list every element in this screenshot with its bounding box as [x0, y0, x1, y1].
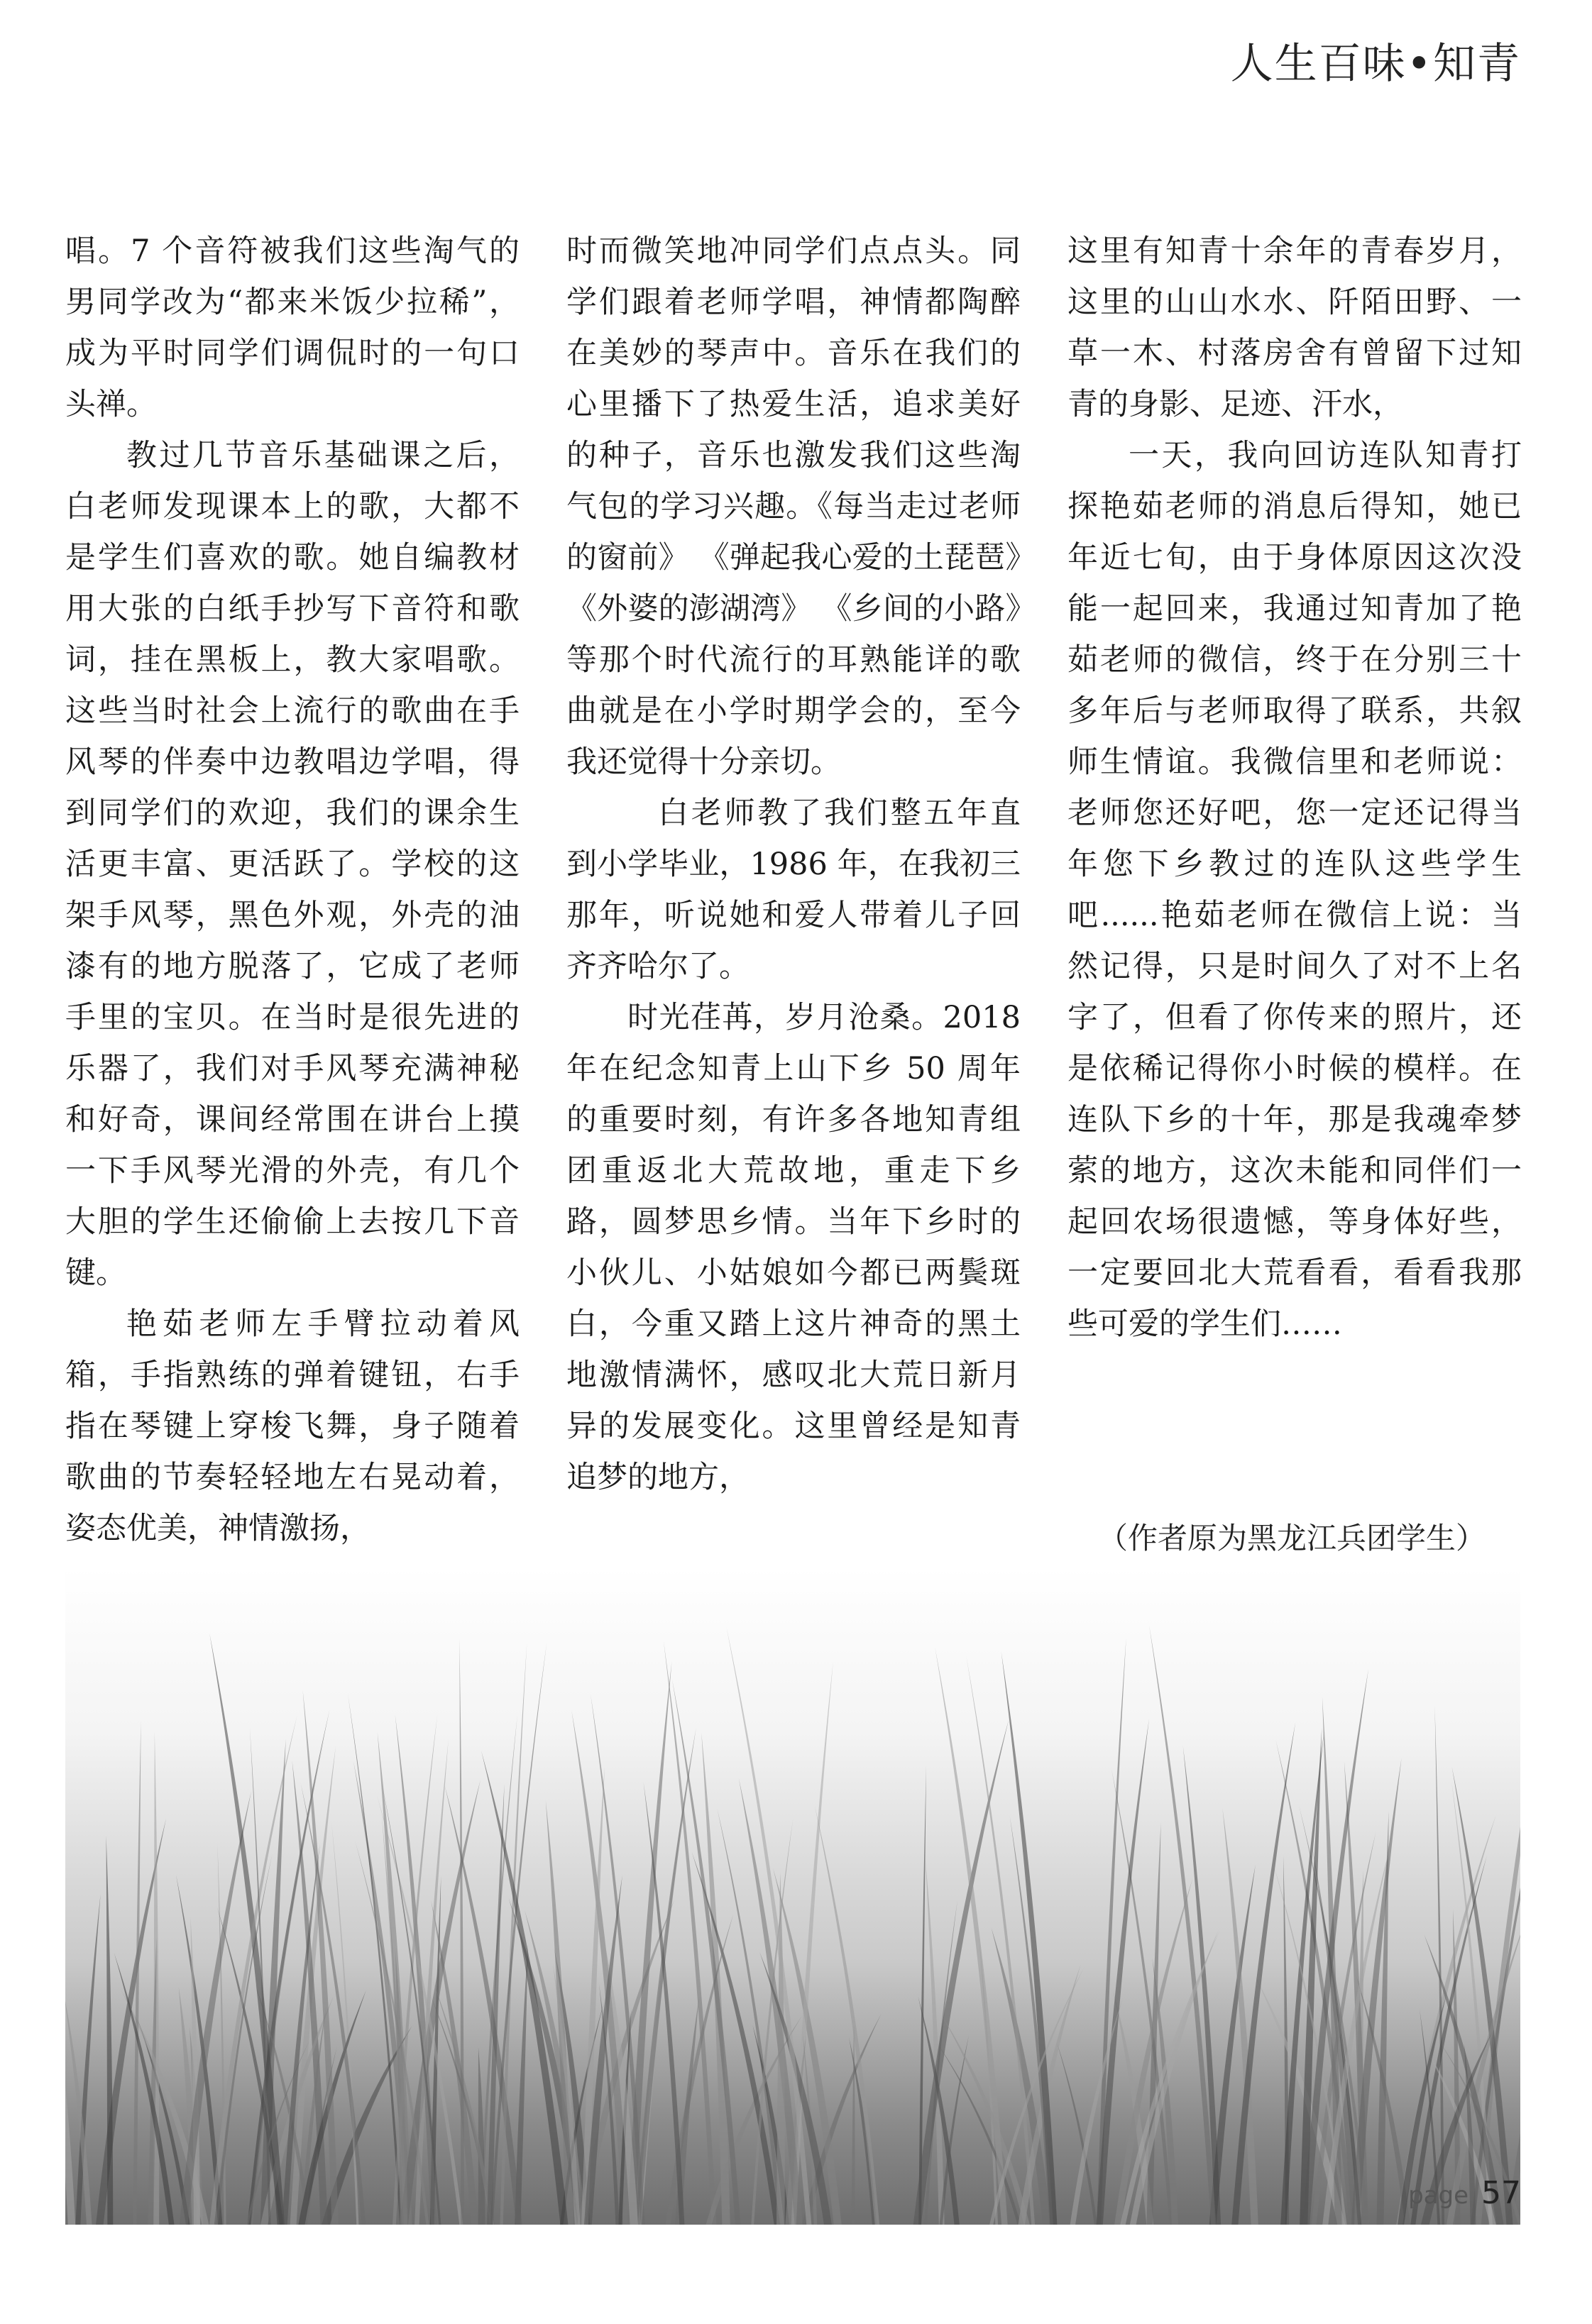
grass-blade [1183, 1746, 1221, 2225]
paragraph: 这里有知青十余年的青春岁月，这里的山山水水、阡陌田野、一草一木、村落房舍有曾留下过知青的身影、足迹、汗水， [1067, 233, 1522, 422]
grass-blade [459, 1639, 464, 2225]
paragraph: 教过几节音乐基础课之后，白老师发现课本上的歌，大都不是学生们喜欢的歌。她自编教材用大张的白纸手抄写下音符和歌词，挂在黑板上，教大家唱歌。这些当时社会上流行的歌曲在手风琴的伴奏中边教唱边学唱，得到同学们的欢迎，我们的课余生活更丰富、更活跃了。学校的这架手风琴，黑色外观，外壳的油漆有的地方脱落了，它成了老师手里的宝贝。在当时是很先进的乐器了，我们对手风琴充满神秘和好奇，课间经常围在讲台上摸一下手风琴光滑的外壳，有几个大胆的学生还偷偷上去按几下音键。 [65, 438, 520, 1291]
author-byline: （作者原为黑龙江兵团学生） [1097, 1521, 1486, 1555]
article-column-3 [1067, 226, 1522, 1350]
paragraph: 一天，我向回访连队知青打探艳茹老师的消息后得知，她已年近七旬，由于身体原因这次没能一起回来，我通过知青加了艳茹老师的微信，终于在分别三十多年后与老师取得了联系，共叙师生情谊。我微信里和老师说：老师您还好吧，您一定还记得当年您下乡教过的连队这些学生吧......艳茹老师在微信上说：当然记得，只是时间久了对不上名字了，但看了你传来的照片，还是依稀记得你小时候的模样。在连队下乡的十年，那是我魂牵梦萦的地方，这次未能和同伴们一起回农场很遗憾，等身体好些，一定要回北大荒看看，看看我那些可爱的学生们…… [1067, 438, 1522, 1342]
grass-photo [65, 1568, 1520, 2225]
grass-blade [1149, 1625, 1216, 2225]
article-column-1 [65, 226, 520, 1554]
grass-blade [1001, 1651, 1058, 2225]
paragraph: 唱。7 个音符被我们这些淘气的男同学改为“都来米饭少拉稀”，成为平时同学们调侃时的一句口头禅。 [65, 233, 520, 422]
section-header: 人生百味•知青 [1230, 39, 1521, 89]
grass-blade [1471, 1707, 1520, 2225]
page-number-value: 57 [1481, 2175, 1521, 2211]
paragraph: 时而微笑地冲同学们点点头。同学们跟着老师学唱，神情都陶醉在美妙的琴声中。音乐在我们的心里播下了热爱生活，追求美好的种子，音乐也激发我们这些淘气包的学习兴趣。《每当走过老师的窗前》 《弹起我心爱的土琵琶》《外婆的澎湖湾》 《乡间的小路》等那个时代流行的耳熟能详的歌曲就是在小学时期学会的，至今我还觉得十分亲切。 [566, 233, 1021, 780]
paragraph: 时光荏苒，岁月沧桑。2018 年在纪念知青上山下乡 50 周年的重要时刻，有许多各地知青组团重返北大荒故地，重走下乡路，圆梦思乡情。当年下乡时的小伙儿、小姑娘如今都已两鬓斑白，今重又踏上这片神奇的黑土地激情满怀，感叹北大荒日新月异的发展变化。这里曾经是知青追梦的地方， [566, 1000, 1021, 1495]
paragraph: 艳茹老师左手臂拉动着风箱，手指熟练的弹着键钮，右手指在琴键上穿梭飞舞，身子随着歌曲的节奏轻轻地左右晃动着，姿态优美，神情激扬， [65, 1306, 520, 1546]
grass-blade [137, 2018, 190, 2225]
grass-illustration [65, 1568, 1520, 2225]
page-label: page [1408, 2181, 1469, 2210]
paragraph: 白老师教了我们整五年直到小学毕业，1986 年，在我初三那年，听说她和爱人带着儿子回齐齐哈尔了。 [566, 795, 1021, 984]
grass-blade [938, 2044, 1021, 2225]
page-number [1408, 2175, 1521, 2211]
article-column-2 [566, 226, 1021, 1503]
